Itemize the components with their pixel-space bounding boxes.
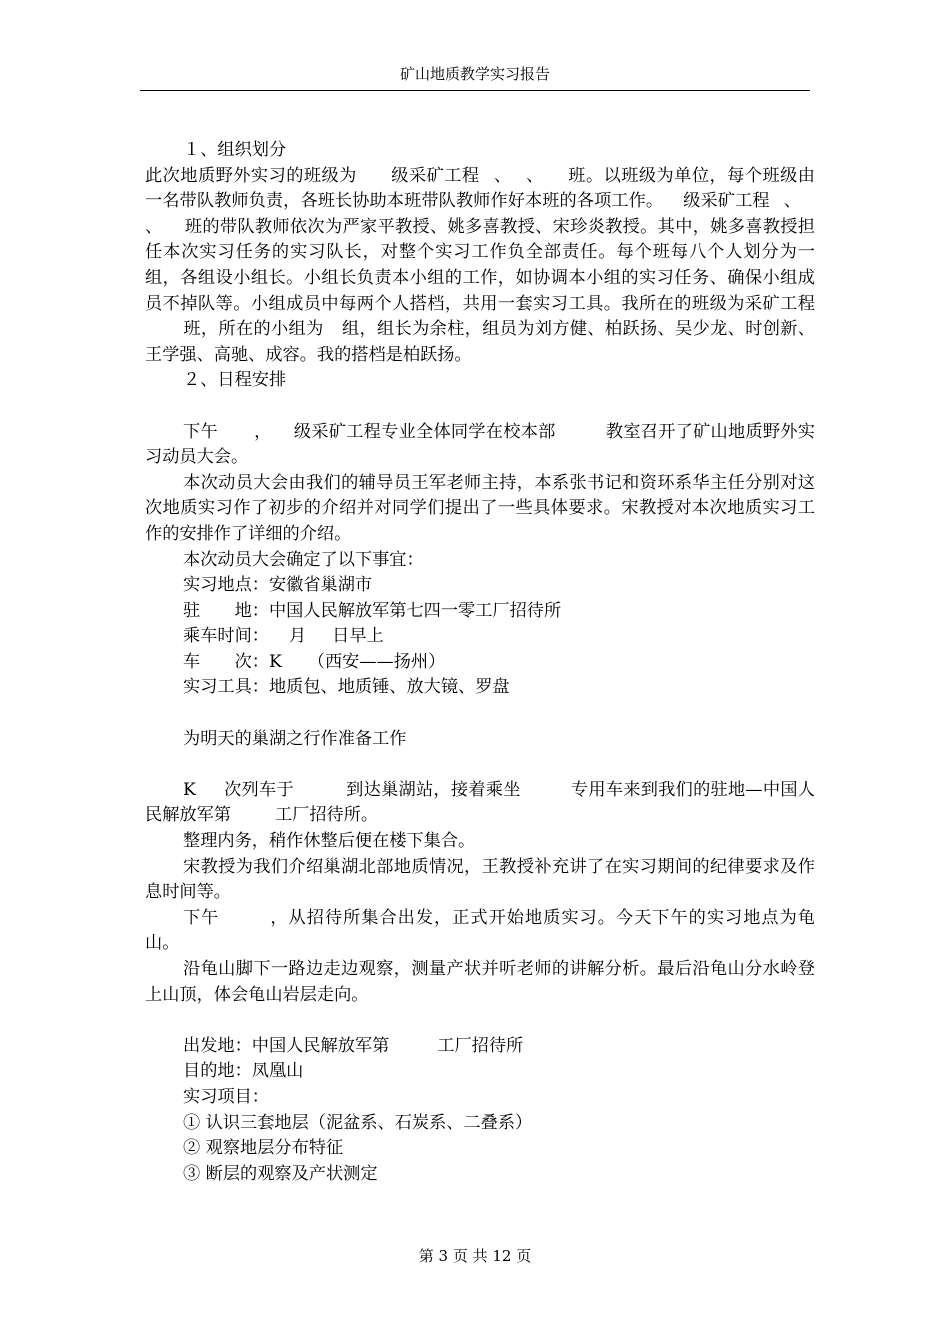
- document-body: [145, 138, 815, 1187]
- day3-paragraph-2: 整理内务，稍作休整后便在楼下集合。: [183, 831, 476, 852]
- header-rule: [140, 90, 810, 91]
- day1-paragraph-2: 本次动员大会由我们的辅导员王军老师主持，本系张书记和资环系华主任分别对这次地质实习作了初步的介绍并对同学们提出了一些具体要求。宋教授对本次地质实习工作的安排作了详细的介绍。: [145, 472, 815, 544]
- detail-item-tools: 实习工具：地质包、地质锤、放大镜、罗盘: [183, 677, 510, 698]
- page-header: 矿山地质教学实习报告: [399, 65, 550, 83]
- day4-departure: 出发地：中国人民解放军第 工厂招待所: [183, 1035, 524, 1056]
- detail-item-train: 车 次：K （西安——扬州）: [183, 651, 446, 672]
- day1-paragraph-3: 本次动员大会确定了以下事宜：: [183, 549, 424, 570]
- day2-paragraph: 为明天的巢湖之行作准备工作: [183, 728, 407, 749]
- detail-item-station: 驻 地：中国人民解放军第七四一零工厂招待所: [183, 600, 562, 621]
- section-heading-schedule: ２、日程安排: [183, 370, 287, 391]
- day3-paragraph-4: 下午 ，从招待所集合出发，正式开始地质实习。今天下午的实习地点为龟山。: [145, 907, 815, 954]
- day4-item-1: ① 认识三套地层（泥盆系、石炭系、二叠系）: [183, 1112, 533, 1133]
- day4-item-2: ② 观察地层分布特征: [183, 1138, 344, 1159]
- detail-item-departure-time: 乘车时间： 月 日早上: [183, 626, 384, 647]
- day3-paragraph-5: 沿龟山脚下一路边走边观察，测量产状并听老师的讲解分析。最后沿龟山分水岭登上山顶，体会龟山岩层走向。: [145, 959, 815, 1005]
- day3-paragraph-3: 宋教授为我们介绍巢湖北部地质情况，王教授补充讲了在实习期间的纪律要求及作息时间等。: [145, 856, 815, 903]
- section-heading-organization: １、组织划分: [183, 140, 287, 160]
- day4-destination: 目的地：凤凰山: [183, 1061, 304, 1082]
- day3-paragraph-1: K 次列车于 到达巢湖站，接着乘坐 专用车来到我们的驻地—中国人民解放军第 工厂招待所。: [145, 779, 815, 826]
- detail-item-location: 实习地点：安徽省巢湖市: [183, 575, 373, 596]
- page-footer: 第 3 页 共 12 页: [418, 1247, 532, 1265]
- day4-item-3: ③ 断层的观察及产状测定: [183, 1163, 378, 1184]
- day4-items-label: 实习项目：: [183, 1086, 269, 1107]
- organization-paragraph: 此次地质野外实习的班级为 级采矿工程 、 、 班。以班级为单位，每个班级由一名带队教师负责，各班长协助本班带队教师作好本班的各项工作。 级采矿工程 、、 班的带队教师依次为严家平教授、姚多喜教授、宋珍炎教授。其中，姚多喜教授担任本次实习任务的实习队长，对整个实习工作负全部责任。每个班每八个人划分为一组，各组设小组长。小组长负责本小组的工作，如协调本小组的实习任务、确保小组成员不掉队等。小组成员中每两个人搭档，共用一套实习工具。我所在的班级为采矿工程班，所在的小组为 组，组长为余柱，组员为刘方健、柏跃扬、吴少龙、时创新、王学强、高驰、成容。我的搭档是柏跃扬。: [145, 165, 815, 365]
- day1-paragraph-1: 下午 ， 级采矿工程专业全体同学在校本部 教室召开了矿山地质野外实习动员大会。: [145, 421, 815, 468]
